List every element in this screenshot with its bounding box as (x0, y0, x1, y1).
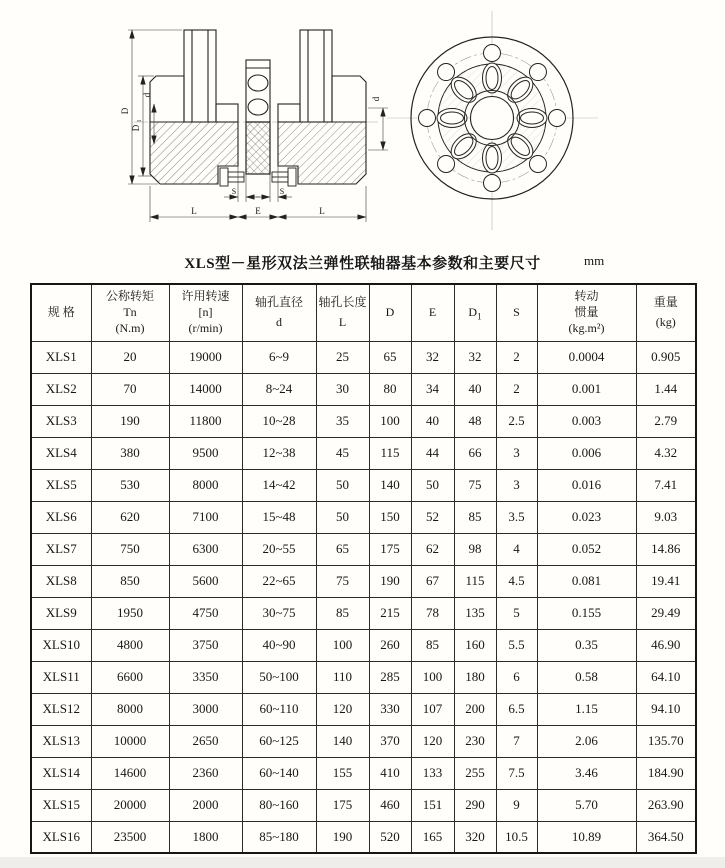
cell-speed: 4750 (169, 597, 242, 629)
cell-inertia: 0.052 (537, 533, 636, 565)
cell-bore_L: 65 (316, 533, 369, 565)
table-row (31, 565, 696, 597)
cell-speed: 2360 (169, 757, 242, 789)
cell-speed: 6300 (169, 533, 242, 565)
cell-E: 52 (411, 501, 454, 533)
cell-bore_d: 10~28 (242, 405, 316, 437)
cell-D: 330 (369, 693, 411, 725)
cell-E: 67 (411, 565, 454, 597)
cell-E: 85 (411, 629, 454, 661)
table-row (31, 629, 696, 661)
cell-bore_L: 25 (316, 341, 369, 373)
cell-speed: 3000 (169, 693, 242, 725)
cell-bore_d: 14~42 (242, 469, 316, 501)
cell-D1: 255 (454, 757, 496, 789)
cell-speed: 14000 (169, 373, 242, 405)
cell-torque: 20000 (91, 789, 169, 821)
cell-torque: 4800 (91, 629, 169, 661)
cell-S: 10.5 (496, 821, 537, 853)
cell-inertia: 0.58 (537, 661, 636, 693)
bolt-hole (529, 155, 546, 172)
section-view-drawing (120, 16, 395, 236)
cell-D: 115 (369, 437, 411, 469)
dim-label-L-right: L (319, 206, 325, 216)
cell-D: 260 (369, 629, 411, 661)
cell-speed: 3350 (169, 661, 242, 693)
col-header-bore-length: 轴孔长度 L (316, 284, 369, 341)
cell-E: 120 (411, 725, 454, 757)
cell-D: 215 (369, 597, 411, 629)
cell-weight: 14.86 (636, 533, 696, 565)
cell-D: 460 (369, 789, 411, 821)
cell-weight: 184.90 (636, 757, 696, 789)
dim-label-E: E (255, 206, 261, 216)
cell-torque: 750 (91, 533, 169, 565)
cell-weight: 94.10 (636, 693, 696, 725)
cell-D: 150 (369, 501, 411, 533)
table-row (31, 597, 696, 629)
bolt-hole (529, 64, 546, 81)
cell-torque: 10000 (91, 725, 169, 757)
cell-torque: 380 (91, 437, 169, 469)
cell-model: XLS4 (31, 437, 91, 469)
cell-D1: 66 (454, 437, 496, 469)
cell-bore_L: 155 (316, 757, 369, 789)
cell-D: 140 (369, 469, 411, 501)
dim-label-S-right: S (279, 187, 285, 196)
cell-D1: 160 (454, 629, 496, 661)
cell-inertia: 10.89 (537, 821, 636, 853)
cell-E: 62 (411, 533, 454, 565)
cell-speed: 11800 (169, 405, 242, 437)
cell-model: XLS6 (31, 501, 91, 533)
spec-table-body (31, 341, 696, 853)
cell-torque: 1950 (91, 597, 169, 629)
cell-D: 370 (369, 725, 411, 757)
cell-bore_d: 6~9 (242, 341, 316, 373)
cell-bore_L: 50 (316, 469, 369, 501)
cell-speed: 9500 (169, 437, 242, 469)
cell-bore_L: 50 (316, 501, 369, 533)
cell-model: XLS5 (31, 469, 91, 501)
cell-D1: 85 (454, 501, 496, 533)
cell-E: 107 (411, 693, 454, 725)
cell-torque: 190 (91, 405, 169, 437)
cell-torque: 850 (91, 565, 169, 597)
dim-label-d-left: d (142, 92, 152, 98)
table-row (31, 373, 696, 405)
cell-D1: 115 (454, 565, 496, 597)
cell-torque: 8000 (91, 693, 169, 725)
cell-S: 4 (496, 533, 537, 565)
col-header-speed: 许用转速 [n] (r/min) (169, 284, 242, 341)
bolt-hole (484, 175, 501, 192)
cell-weight: 0.905 (636, 341, 696, 373)
dim-label-D: D (120, 107, 130, 115)
cell-D: 80 (369, 373, 411, 405)
cell-S: 6 (496, 661, 537, 693)
cell-inertia: 1.15 (537, 693, 636, 725)
cell-weight: 7.41 (636, 469, 696, 501)
star-petal (437, 109, 467, 128)
col-header-bore-diameter: 轴孔直径 d (242, 284, 316, 341)
cell-D: 100 (369, 405, 411, 437)
cell-S: 5 (496, 597, 537, 629)
table-row (31, 661, 696, 693)
page-bottom-edge (0, 857, 725, 868)
cell-bore_d: 80~160 (242, 789, 316, 821)
cell-inertia: 0.081 (537, 565, 636, 597)
coupling-outline (150, 30, 366, 186)
table-row (31, 469, 696, 501)
cell-E: 32 (411, 341, 454, 373)
cell-weight: 46.90 (636, 629, 696, 661)
cell-bore_L: 35 (316, 405, 369, 437)
cell-inertia: 0.003 (537, 405, 636, 437)
cell-D1: 135 (454, 597, 496, 629)
cell-bore_d: 60~140 (242, 757, 316, 789)
cell-D1: 75 (454, 469, 496, 501)
table-row (31, 341, 696, 373)
table-row (31, 405, 696, 437)
cell-weight: 2.79 (636, 405, 696, 437)
cell-S: 2 (496, 341, 537, 373)
cell-bore_L: 85 (316, 597, 369, 629)
cell-model: XLS9 (31, 597, 91, 629)
cell-bore_d: 40~90 (242, 629, 316, 661)
dim-label-D1: D (131, 124, 141, 132)
bolt-hole (484, 45, 501, 62)
cell-D: 190 (369, 565, 411, 597)
dim-label-S-left: S (231, 187, 237, 196)
cell-bore_d: 30~75 (242, 597, 316, 629)
cell-S: 2 (496, 373, 537, 405)
cell-inertia: 0.0004 (537, 341, 636, 373)
cell-S: 4.5 (496, 565, 537, 597)
bolt-hole (438, 155, 455, 172)
spec-table (30, 283, 697, 854)
cell-D1: 98 (454, 533, 496, 565)
dim-label-d-right: d (371, 96, 381, 102)
dim-label-D1-sub: 1 (137, 119, 143, 123)
cell-bore_d: 60~110 (242, 693, 316, 725)
cell-E: 78 (411, 597, 454, 629)
cell-torque: 14600 (91, 757, 169, 789)
cell-inertia: 0.023 (537, 501, 636, 533)
cell-inertia: 0.016 (537, 469, 636, 501)
table-row (31, 789, 696, 821)
cell-E: 44 (411, 437, 454, 469)
cell-bore_L: 175 (316, 789, 369, 821)
cell-S: 7.5 (496, 757, 537, 789)
table-row (31, 821, 696, 853)
col-header-D1: $D_1$ (454, 284, 496, 341)
cell-model: XLS10 (31, 629, 91, 661)
cell-model: XLS14 (31, 757, 91, 789)
cell-D: 520 (369, 821, 411, 853)
cell-E: 151 (411, 789, 454, 821)
cell-bore_L: 110 (316, 661, 369, 693)
cell-S: 5.5 (496, 629, 537, 661)
cell-D1: 320 (454, 821, 496, 853)
table-row (31, 725, 696, 757)
cell-S: 3.5 (496, 501, 537, 533)
cell-D1: 200 (454, 693, 496, 725)
bolt-hole (419, 110, 436, 127)
table-row (31, 437, 696, 469)
col-header-D: D (369, 284, 411, 341)
cell-S: 3 (496, 437, 537, 469)
cell-torque: 620 (91, 501, 169, 533)
cell-S: 9 (496, 789, 537, 821)
cell-bore_d: 60~125 (242, 725, 316, 757)
star-petal (483, 143, 502, 173)
cell-weight: 19.41 (636, 565, 696, 597)
cell-speed: 3750 (169, 629, 242, 661)
cell-E: 165 (411, 821, 454, 853)
cell-S: 6.5 (496, 693, 537, 725)
bolt-hole (549, 110, 566, 127)
cell-weight: 263.90 (636, 789, 696, 821)
cell-bore_d: 22~65 (242, 565, 316, 597)
cell-bore_d: 50~100 (242, 661, 316, 693)
table-row (31, 693, 696, 725)
cell-S: 2.5 (496, 405, 537, 437)
col-header-torque: 公称转矩 Tn (N.m) (91, 284, 169, 341)
cell-D1: 48 (454, 405, 496, 437)
cell-speed: 8000 (169, 469, 242, 501)
technical-drawings (0, 0, 725, 245)
cell-inertia: 0.001 (537, 373, 636, 405)
cell-torque: 6600 (91, 661, 169, 693)
cell-model: XLS16 (31, 821, 91, 853)
cell-bore_d: 12~38 (242, 437, 316, 469)
cell-speed: 2000 (169, 789, 242, 821)
bolt-left (220, 168, 244, 186)
col-header-E: E (411, 284, 454, 341)
cell-model: XLS1 (31, 341, 91, 373)
cell-model: XLS3 (31, 405, 91, 437)
cell-D: 175 (369, 533, 411, 565)
header-row (31, 284, 696, 341)
cell-speed: 2650 (169, 725, 242, 757)
cell-model: XLS12 (31, 693, 91, 725)
cell-bore_L: 140 (316, 725, 369, 757)
bolt-hole (438, 64, 455, 81)
cell-model: XLS2 (31, 373, 91, 405)
cell-D1: 32 (454, 341, 496, 373)
cell-torque: 20 (91, 341, 169, 373)
table-row (31, 757, 696, 789)
page-title: XLS型－星形双法兰弹性联轴器基本参数和主要尺寸 (184, 256, 541, 272)
cell-E: 40 (411, 405, 454, 437)
cell-weight: 4.32 (636, 437, 696, 469)
cell-model: XLS13 (31, 725, 91, 757)
cell-inertia: 2.06 (537, 725, 636, 757)
cell-bore_L: 45 (316, 437, 369, 469)
cell-speed: 19000 (169, 341, 242, 373)
star-petal (483, 63, 502, 93)
unit-label: mm (584, 253, 605, 268)
front-view-drawing (385, 8, 600, 233)
cell-weight: 135.70 (636, 725, 696, 757)
dim-label-L-left: L (191, 206, 197, 216)
star-petal (517, 109, 547, 128)
table-row (31, 501, 696, 533)
cell-torque: 530 (91, 469, 169, 501)
cell-bore_d: 85~180 (242, 821, 316, 853)
cell-model: XLS8 (31, 565, 91, 597)
cell-bore_L: 100 (316, 629, 369, 661)
cell-weight: 364.50 (636, 821, 696, 853)
cell-D: 65 (369, 341, 411, 373)
cell-D: 410 (369, 757, 411, 789)
hub-bore (465, 91, 520, 146)
table-row (31, 533, 696, 565)
cell-model: XLS15 (31, 789, 91, 821)
cell-inertia: 0.006 (537, 437, 636, 469)
cell-S: 7 (496, 725, 537, 757)
col-header-weight: 重量 (kg) (636, 284, 696, 341)
cell-bore_L: 120 (316, 693, 369, 725)
cell-weight: 1.44 (636, 373, 696, 405)
cell-torque: 23500 (91, 821, 169, 853)
cell-speed: 5600 (169, 565, 242, 597)
bolt-right (272, 168, 296, 186)
cell-bore_L: 75 (316, 565, 369, 597)
col-header-inertia: 转动 惯量 (kg.m²) (537, 284, 636, 341)
cell-D1: 230 (454, 725, 496, 757)
cell-weight: 64.10 (636, 661, 696, 693)
cell-D1: 180 (454, 661, 496, 693)
title-row (0, 252, 725, 272)
cell-D: 285 (369, 661, 411, 693)
col-header-model: 规 格 (31, 284, 91, 341)
cell-bore_L: 190 (316, 821, 369, 853)
cell-bore_d: 20~55 (242, 533, 316, 565)
cell-D1: 290 (454, 789, 496, 821)
cell-inertia: 5.70 (537, 789, 636, 821)
cell-weight: 29.49 (636, 597, 696, 629)
cell-inertia: 0.35 (537, 629, 636, 661)
cell-E: 133 (411, 757, 454, 789)
cell-bore_d: 8~24 (242, 373, 316, 405)
cell-speed: 7100 (169, 501, 242, 533)
cell-D1: 40 (454, 373, 496, 405)
cell-model: XLS7 (31, 533, 91, 565)
cell-speed: 1800 (169, 821, 242, 853)
cell-model: XLS11 (31, 661, 91, 693)
cell-inertia: 0.155 (537, 597, 636, 629)
cell-inertia: 3.46 (537, 757, 636, 789)
cell-bore_d: 15~48 (242, 501, 316, 533)
cell-E: 100 (411, 661, 454, 693)
cell-bore_L: 30 (316, 373, 369, 405)
cell-S: 3 (496, 469, 537, 501)
cell-weight: 9.03 (636, 501, 696, 533)
cell-E: 34 (411, 373, 454, 405)
col-header-S: S (496, 284, 537, 341)
cell-E: 50 (411, 469, 454, 501)
cell-torque: 70 (91, 373, 169, 405)
